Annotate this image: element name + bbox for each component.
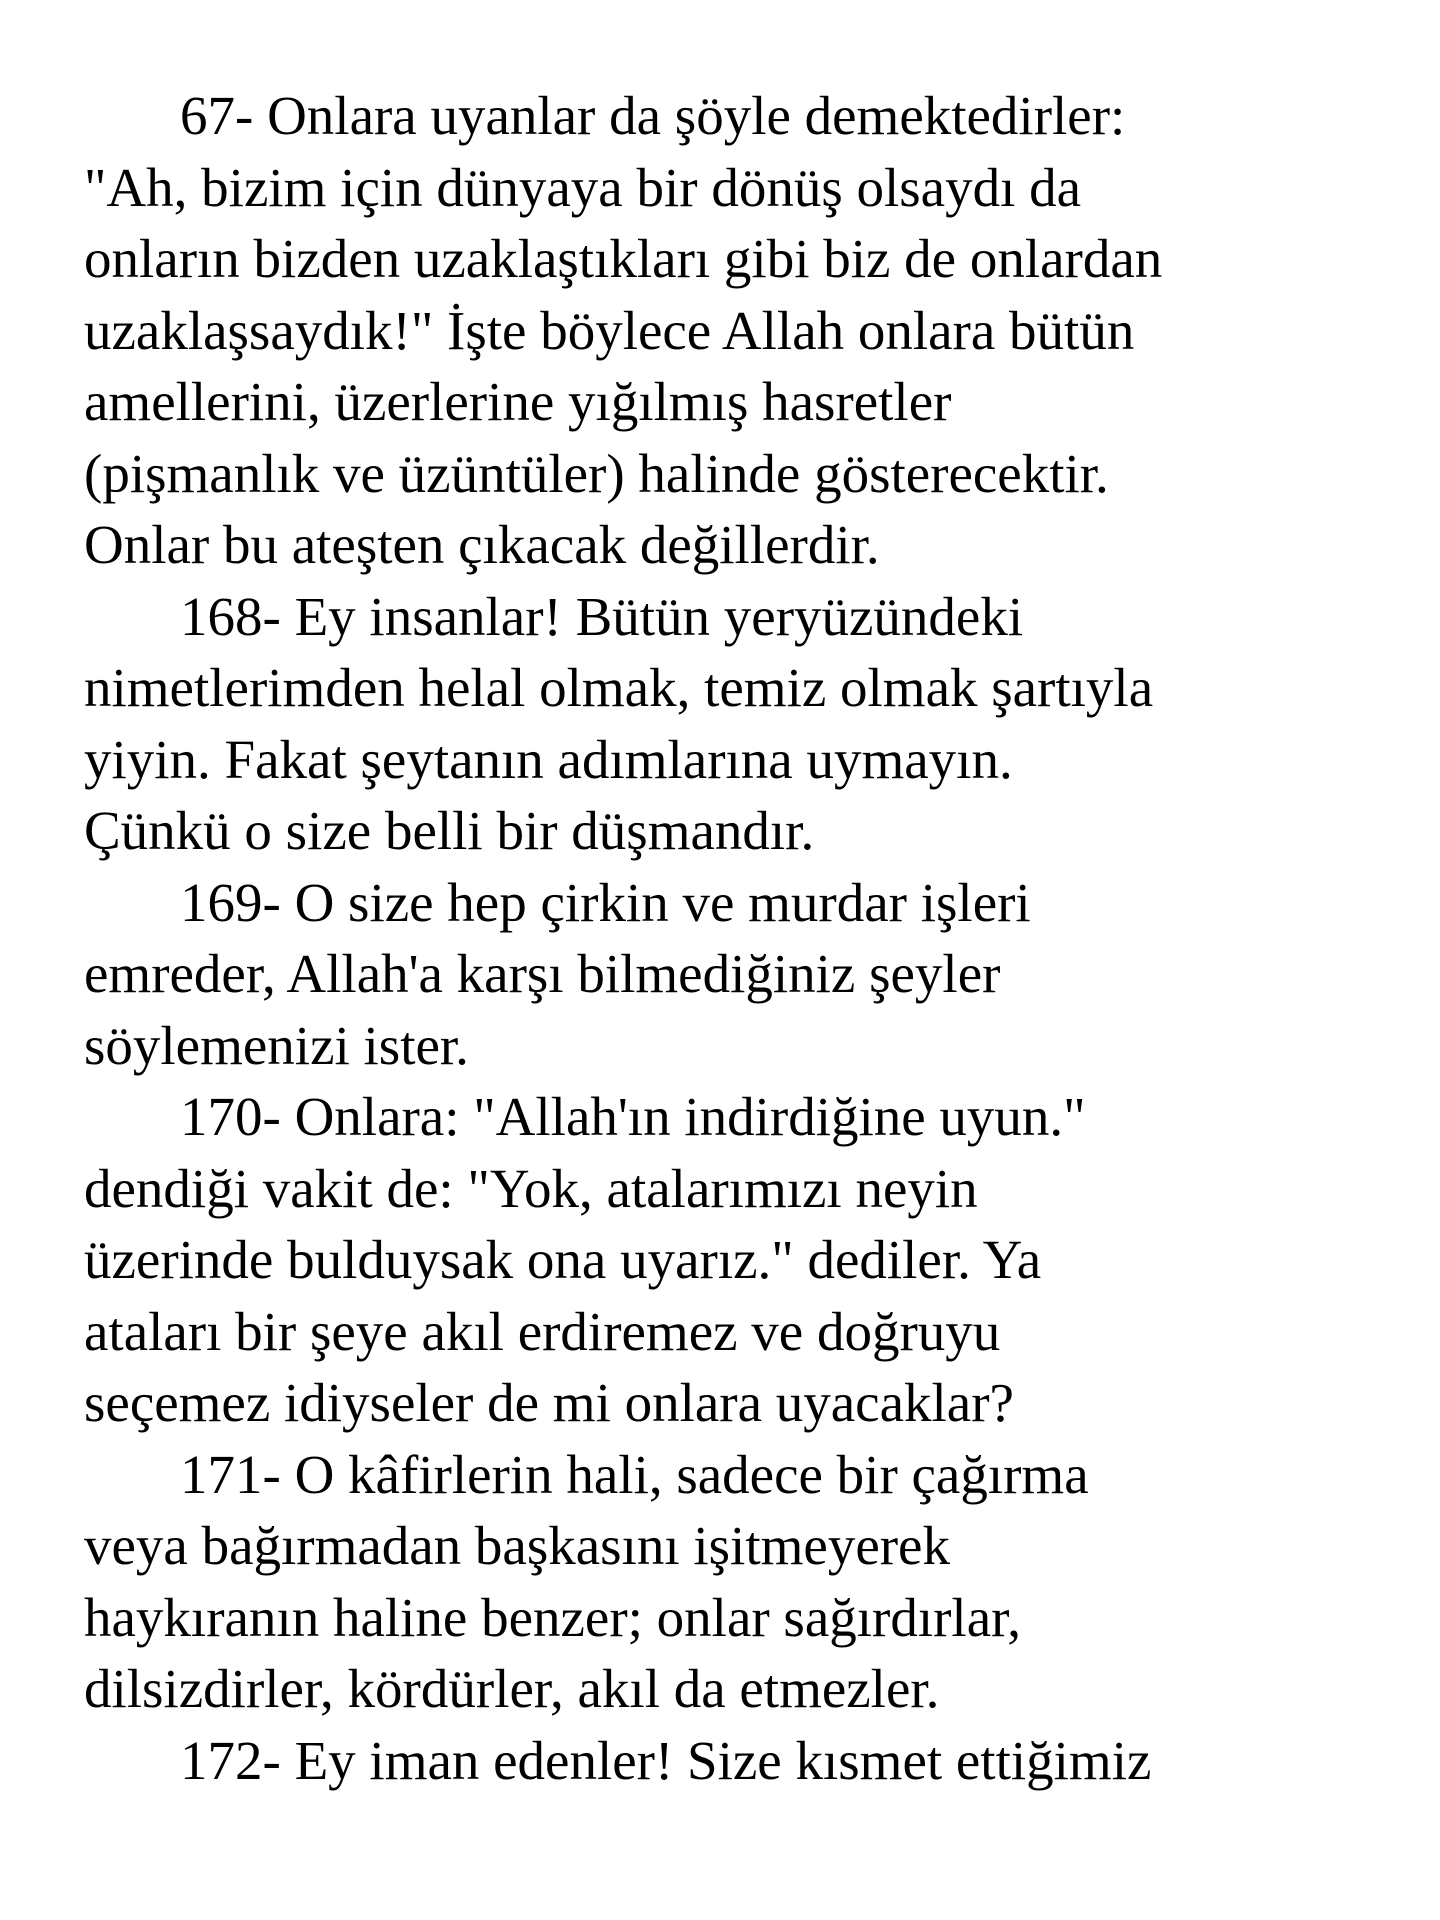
- verse-167: [84, 80, 1414, 581]
- text-line: nimetlerimden helal olmak, temiz olmak şartıyla: [84, 657, 1154, 718]
- text-line: ataları bir şeye akıl erdiremez ve doğruyu: [84, 1300, 1001, 1362]
- verse-168: [84, 581, 1414, 867]
- text-line: "Ah, bizim için dünyaya bir dönüş olsaydı da: [84, 156, 1082, 218]
- text-line: 170- Onlara: "Allah'ın indirdiğine uyun.": [180, 1086, 1086, 1147]
- verse-169: [84, 867, 1414, 1082]
- text-line: seçemez idiyseler de mi onlara uyacaklar?: [84, 1372, 1014, 1433]
- text-line: veya bağırmadan başkasını işitmeyerek: [84, 1515, 950, 1576]
- text-line: emreder, Allah'a karşı bilmediğiniz şeyler: [84, 943, 1001, 1004]
- text-line: söylemenizi ister.: [84, 1014, 469, 1076]
- text-line: haykıranın haline benzer; onlar sağırdırlar,: [84, 1586, 1021, 1648]
- text-line: (pişmanlık ve üzüntüler) halinde gösterecektir.: [84, 442, 1109, 504]
- text-line: yiyin. Fakat şeytanın adımlarına uymayın.: [84, 728, 1013, 790]
- text-line: uzaklaşsaydık!" İşte böylece Allah onlara bütün: [84, 299, 1135, 361]
- text-line: onların bizden uzaklaştıkları gibi biz de onlardan: [84, 228, 1163, 289]
- text-line: dendiği vakit de: "Yok, atalarımızı neyin: [84, 1157, 978, 1219]
- verse-170: [84, 1081, 1414, 1439]
- text-line: dilsizdirler, kördürler, akıl da etmezler.: [84, 1658, 940, 1719]
- text-line: amellerini, üzerlerine yığılmış hasretler: [84, 371, 952, 432]
- text-line: 168- Ey insanlar! Bütün yeryüzündeki: [180, 585, 1024, 647]
- text-line: 172- Ey iman edenler! Size kısmet ettiğimiz: [180, 1729, 1152, 1791]
- text-line: 67- Onlara uyanlar da şöyle demektedirler:: [180, 85, 1126, 146]
- verse-172: [84, 1725, 1414, 1797]
- verse-171: [84, 1439, 1414, 1725]
- document-body: [84, 80, 1414, 1796]
- text-line: 169- O size hep çirkin ve murdar işleri: [180, 871, 1031, 933]
- text-line: üzerinde bulduysak ona uyarız." dediler. Ya: [84, 1229, 1042, 1290]
- text-line: Çünkü o size belli bir düşmandır.: [84, 800, 815, 861]
- text-line: 171- O kâfirlerin hali, sadece bir çağırma: [180, 1443, 1089, 1505]
- text-line: Onlar bu ateşten çıkacak değillerdir.: [84, 514, 880, 575]
